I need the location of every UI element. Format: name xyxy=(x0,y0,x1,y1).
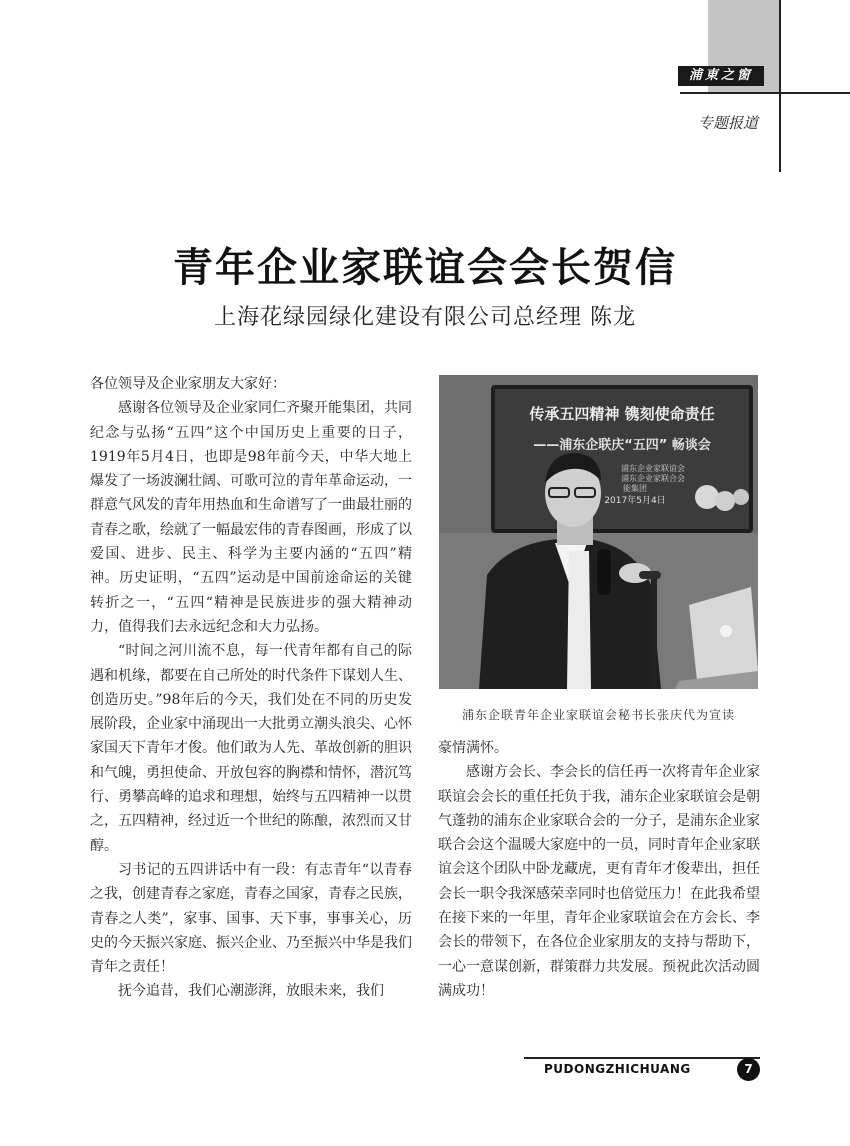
right-column xyxy=(438,736,760,1003)
photo-illustration xyxy=(439,375,758,689)
article-author: 上海花绿园绿化建设有限公司总经理 陈龙 xyxy=(214,305,636,330)
header-vertical-rule xyxy=(779,0,781,172)
article-title: 青年企业家联谊会会长贺信 xyxy=(173,245,677,291)
photo-caption: 浦东企联青年企业家联谊会秘书长张庆代为宣读 xyxy=(461,708,735,722)
left-column xyxy=(90,372,412,1004)
greeting-paragraph: 各位领导及企业家朋友大家好： xyxy=(90,376,286,392)
magazine-logo: 浦東之窗 xyxy=(678,66,764,86)
body-paragraph: 感谢方会长、李会长的信任再一次将青年企业家联谊会会长的重任托负于我，浦东企业家联谊会是朝气蓬勃的浦东企业家联合会的一分子，是浦东企业家联合会这个温暖大家庭中的一员，同时青年企业家联谊会这个团队中卧龙藏虎，更有青年才俊辈出，担任会长一职令我深感荣幸同时也倍觉压力！在此我希望在接下来的一年里，青年企业家联谊会在方会长、李会长的带领下，在各位企业家朋友的支持与帮助下，一心一意谋创新，群策群力共发展。预祝此次活动圆满成功！ xyxy=(438,764,760,999)
event-photo xyxy=(439,375,758,689)
section-label: 专题报道 xyxy=(697,114,758,132)
screen-subheadline: ——浦东企联庆“五四” 畅谈会 xyxy=(533,438,711,453)
body-paragraph: “时间之河川流不息，每一代青年都有自己的际遇和机缘，都要在自己所处的时代条件下谋划人生、创造历史。”98年后的今天，我们处在不同的历史发展阶段，企业家中涌现出一大批勇立潮头浪尖、心怀家国天下青年才俊。他们敢为人先、革故创新的胆识和气魄，勇担使命、开放包容的胸襟和情怀，潜沉笃行、勇攀高峰的追求和理想，始终与五四精神一以贯之，五四精神，经过近一个世纪的陈酿，浓烈而又甘醇。 xyxy=(90,643,412,854)
screen-organizer-1: 浦东企业家联谊会 xyxy=(621,464,685,473)
page-number: 7 xyxy=(737,1058,760,1081)
header-horizontal-rule xyxy=(680,92,850,94)
footer-magazine-name: PUDONGZHICHUANG xyxy=(544,1062,691,1076)
screen-organizer-3: 能集团 xyxy=(623,484,647,493)
screen-headline: 传承五四精神 镌刻使命责任 xyxy=(529,405,715,423)
body-paragraph: 豪情满怀。 xyxy=(438,740,508,756)
screen-date: 2017年5月4日 xyxy=(604,496,666,506)
body-paragraph: 感谢各位领导及企业家同仁齐聚开能集团，共同纪念与弘扬“五四”这个中国历史上重要的日子，1919年5月4日，也即是98年前今天，中华大地上爆发了一场波澜壮阔、可歌可泣的青年革命运动，一群意气风发的青年用热血和生命谱写了一曲最壮丽的青春之歌，绘就了一幅最宏伟的青春图画，形成了以爱国、进步、民主、科学为主要内涵的“五四”精神。历史证明，“五四”运动是中国前途命运的关键转折之一，“五四“精神是民族进步的强大精神动力，值得我们去永远纪念和大力弘扬。 xyxy=(90,400,412,635)
body-paragraph: 习书记的五四讲话中有一段：有志青年“以青春之我，创建青春之家庭，青春之国家，青春之民族，青春之人类”，家事、国事、天下事，事事关心，历史的今天振兴家庭、振兴企业、乃至振兴中华是我们青年之责任！ xyxy=(90,861,412,976)
screen-organizer-2: 浦东企业家联合会 xyxy=(621,474,685,483)
footer-rule xyxy=(524,1057,760,1059)
body-paragraph: 抚今追昔，我们心潮澎湃，放眼未来，我们 xyxy=(118,983,384,1000)
